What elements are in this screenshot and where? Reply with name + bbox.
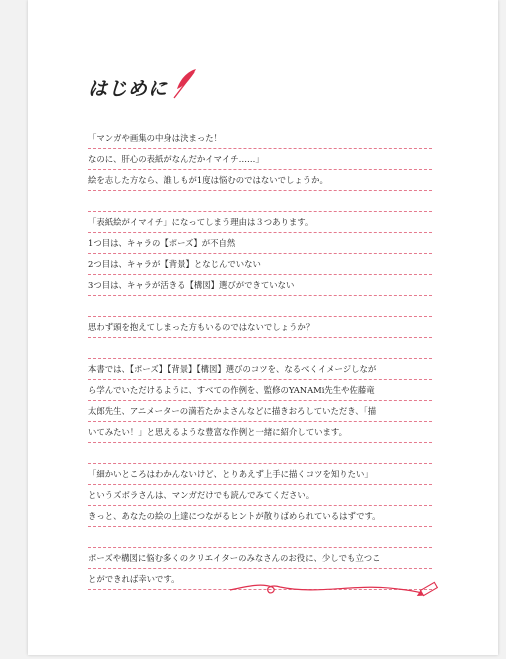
text-line: ら学んでいただけるように、すべての作例を、監修のYANAMi先生や佐藤竜 — [88, 380, 432, 401]
text-line: 絵を志した方なら、誰しもが1度は悩むのではないでしょうか。 — [88, 170, 432, 191]
blank-line — [88, 443, 432, 464]
text-line: ポーズや構図に悩む多くのクリエイターのみなさんのお役に、少しでも立つこ — [88, 548, 432, 569]
blank-line — [88, 338, 432, 359]
text-line: 「細かいところはわかんないけど、とりあえず上手に描くコツを知りたい」 — [88, 464, 432, 485]
feather-quill-icon — [170, 67, 200, 101]
text-line: 思わず頭を抱えてしまった方もいるのではないでしょうか？ — [88, 317, 432, 338]
blank-line — [88, 296, 432, 317]
text-line: 「表紙絵がイマイチ」になってしまう理由は３つあります。 — [88, 212, 432, 233]
page-title: はじめに — [88, 77, 169, 100]
text-line: いてみたい！」と思えるような豊富な作例と一緒に紹介しています。 — [88, 422, 432, 443]
text-line: 太郎先生、アニメーターの満若たかよさんなどに描きおろしていただき、「描 — [88, 401, 432, 422]
heading-block — [88, 72, 200, 102]
blank-line — [88, 191, 432, 212]
text-line: なのに、肝心の表紙がなんだかイマイチ……」 — [88, 149, 432, 170]
text-line: きっと、あなたの絵の上達につながるヒントが散りばめられているはずです。 — [88, 506, 432, 527]
pen-flourish-icon — [228, 578, 440, 606]
text-line: 2つ目は、キャラが【背景】となじんでいない — [88, 254, 432, 275]
text-line: とができれば幸いです。 — [88, 569, 432, 590]
text-line: 本書では、【ポーズ】【背景】【構図】選びのコツを、なるべくイメージしなが — [88, 359, 432, 380]
text-line: 1つ目は、キャラの【ポーズ】が不自然 — [88, 233, 432, 254]
text-line: 3つ目は、キャラが活きる【構図】選びができていない — [88, 275, 432, 296]
document-page — [28, 0, 498, 655]
text-line: というズボラさんは、マンガだけでも読んでみてください。 — [88, 485, 432, 506]
body-text — [88, 128, 432, 590]
text-line: 「マンガや画集の中身は決まった！ — [88, 128, 432, 149]
blank-line — [88, 527, 432, 548]
